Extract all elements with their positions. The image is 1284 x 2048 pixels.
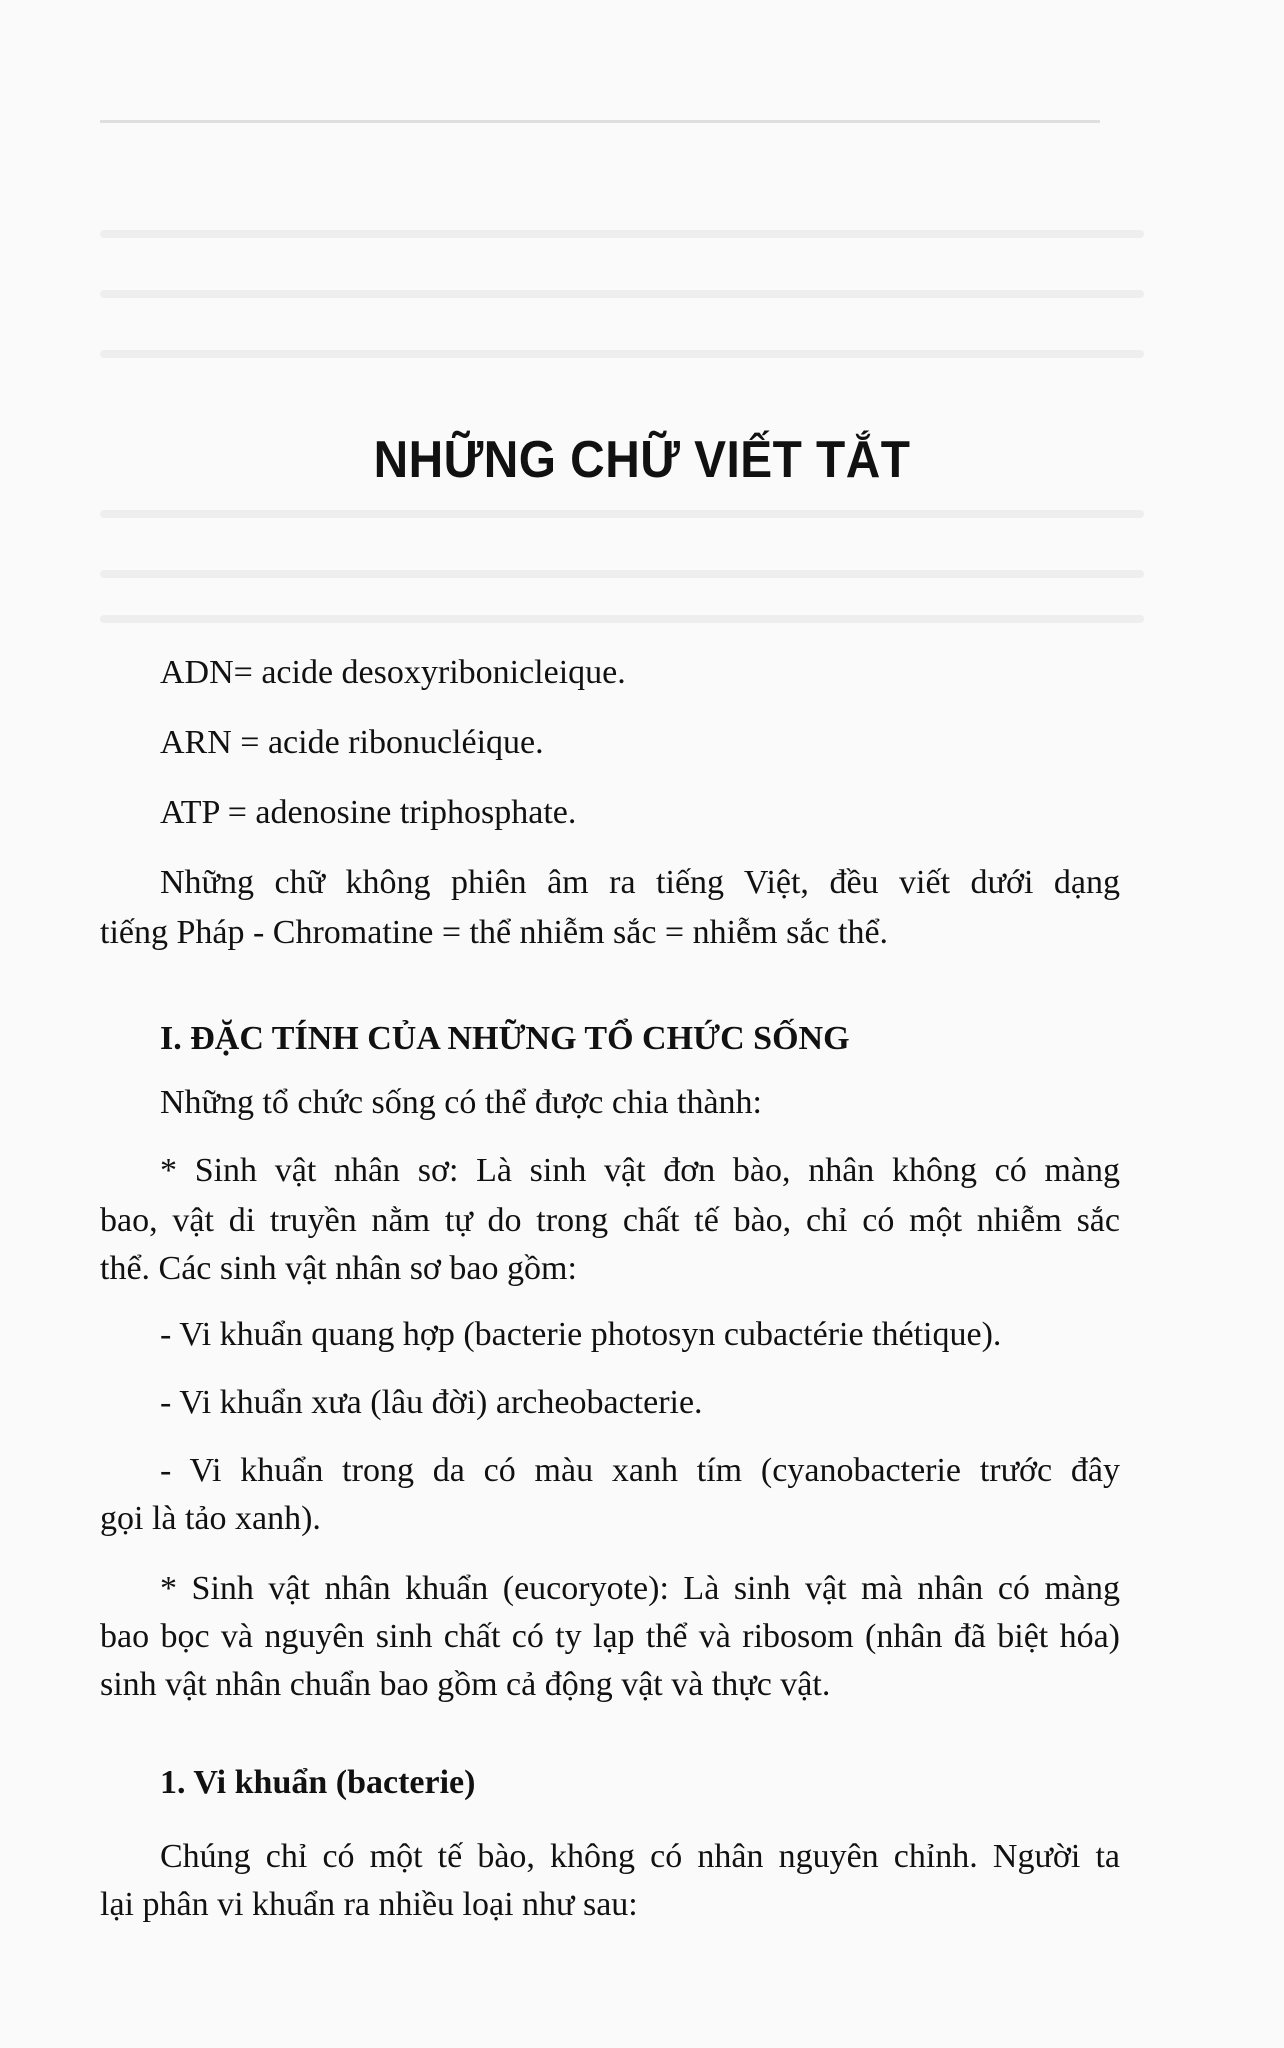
prokaryote-line: * Sinh vật nhân sơ: Là sinh vật đơn bào, nhân không có màng [160, 1152, 1120, 1189]
list-item-continuation: gọi là tảo xanh). [100, 1500, 321, 1537]
subsection-heading: 1. Vi khuẩn (bacterie) [160, 1764, 476, 1801]
intro-line: tiếng Pháp - Chromatine = thể nhiễm sắc = nhiễm sắc thể. [100, 914, 889, 951]
eukaryote-line: bao bọc và nguyên sinh chất có ty lạp thể và ribosom (nhân đã biệt hóa) [100, 1618, 1120, 1655]
prokaryote-line: bao, vật di truyền nằm tự do trong chất tế bào, chỉ có một nhiễm sắc [100, 1202, 1120, 1239]
intro-line: Những chữ không phiên âm ra tiếng Việt, đều viết dưới dạng [160, 864, 1120, 901]
bleed-through-line [100, 570, 1144, 578]
bleed-through-line [100, 230, 1144, 238]
abbreviation-adn: ADN= acide desoxyribonicleique. [160, 654, 626, 691]
list-item: - Vi khuẩn xưa (lâu đời) archeobacterie. [160, 1384, 703, 1421]
page-title: NHỮNG CHỮ VIẾT TẮT [373, 431, 911, 489]
running-header-rule [100, 120, 1100, 123]
abbreviation-arn: ARN = acide ribonucléique. [160, 724, 544, 761]
bleed-through-line [100, 615, 1144, 623]
bleed-through-line [100, 290, 1144, 298]
body-line: lại phân vi khuẩn ra nhiều loại như sau: [100, 1886, 638, 1923]
list-item: - Vi khuẩn quang hợp (bacterie photosyn cubactérie thétique). [160, 1316, 1002, 1353]
list-item: - Vi khuẩn trong da có màu xanh tím (cyanobacterie trước đây [160, 1452, 1120, 1489]
bleed-through-line [100, 350, 1144, 358]
section-heading: I. ĐẶC TÍNH CỦA NHỮNG TỔ CHỨC SỐNG [160, 1020, 850, 1057]
bleed-through-line [100, 510, 1144, 518]
body-line: Chúng chỉ có một tế bào, không có nhân nguyên chỉnh. Người ta [160, 1838, 1120, 1875]
eukaryote-line: * Sinh vật nhân khuẩn (eucoryote): Là sinh vật mà nhân có màng [160, 1570, 1120, 1607]
prokaryote-line: thể. Các sinh vật nhân sơ bao gồm: [100, 1250, 577, 1287]
abbreviation-atp: ATP = adenosine triphosphate. [160, 794, 577, 831]
section-lead: Những tổ chức sống có thể được chia thành: [160, 1084, 763, 1121]
eukaryote-line: sinh vật nhân chuẩn bao gồm cả động vật và thực vật. [100, 1666, 831, 1703]
